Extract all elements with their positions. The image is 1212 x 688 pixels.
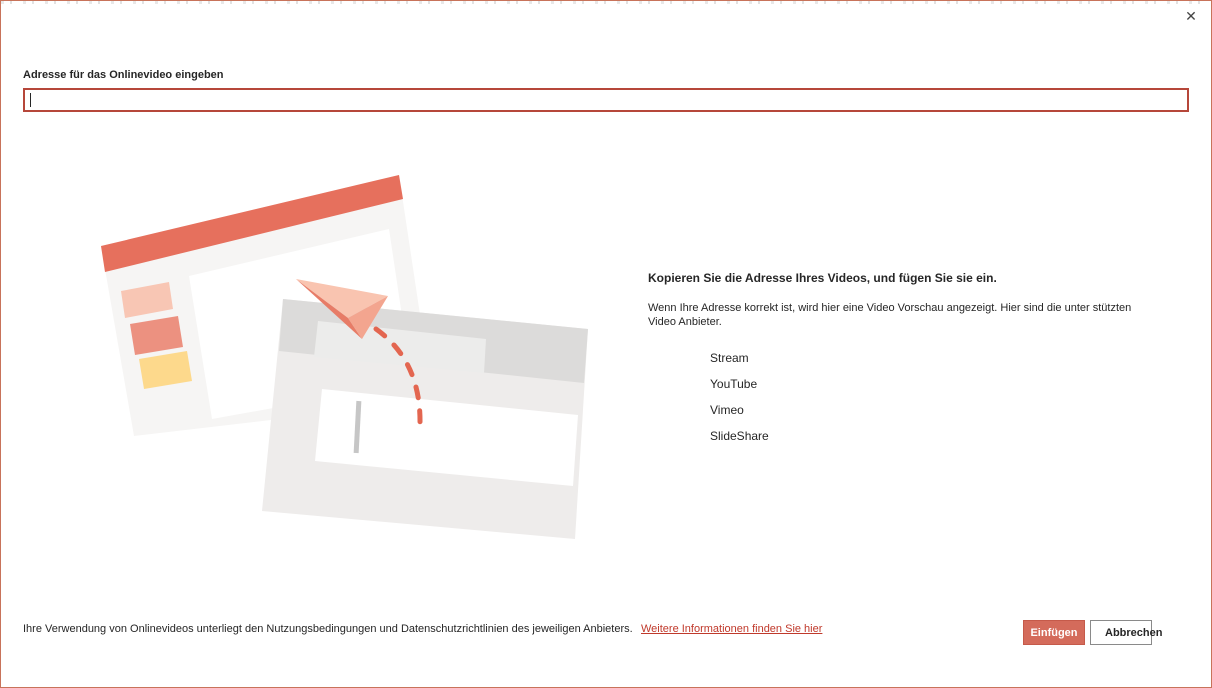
provider-item: Stream (710, 351, 749, 365)
close-icon[interactable]: ✕ (1181, 7, 1201, 27)
text-caret (30, 93, 31, 107)
provider-list (710, 350, 769, 454)
provider-item: Vimeo (710, 403, 744, 417)
url-label: Adresse für das Onlinevideo eingeben (23, 69, 224, 81)
more-info-link[interactable]: Weitere Informationen finden Sie hier (641, 623, 823, 635)
info-title: Kopieren Sie die Adresse Ihres Videos, und fügen Sie sie ein. (648, 271, 997, 285)
background-strip (1, 1, 1211, 4)
terms-text: Ihre Verwendung von Onlinevideos unterliegt den Nutzungsbedingungen und Datenschutzrichtlinien des jeweiligen Anbieters. (23, 623, 633, 635)
browser-window-front (262, 299, 588, 539)
video-url-input[interactable] (23, 88, 1189, 112)
info-description: Wenn Ihre Adresse korrekt ist, wird hier eine Video Vorschau angezeigt. Hier sind die unter stützten Video Anbieter. (648, 302, 1132, 328)
insert-button[interactable]: Einfügen (1023, 620, 1085, 645)
cancel-button[interactable]: Abbrechen (1090, 620, 1152, 645)
video-insert-illustration (86, 161, 606, 561)
provider-item: SlideShare (710, 429, 769, 443)
info-panel (648, 271, 1148, 329)
provider-item: YouTube (710, 377, 758, 391)
